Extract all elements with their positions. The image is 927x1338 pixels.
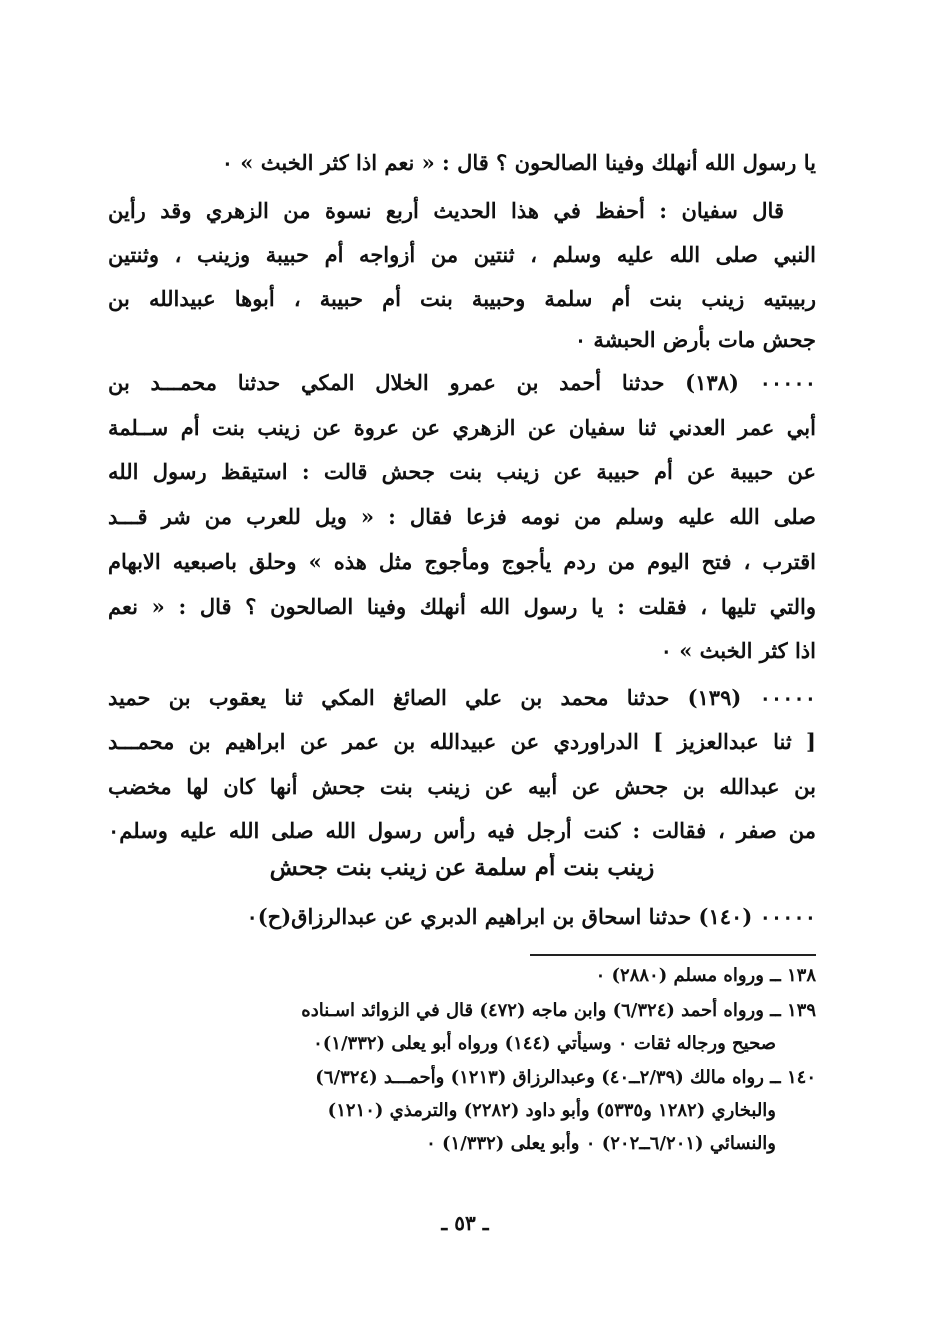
footnote-divider (530, 954, 816, 956)
footnote-line: ١٣٩ ــ ورواه أحمد (٦/٣٢٤) وابن ماجه (٤٧٢) قال في الزوائد اسـناده (301, 1000, 816, 1021)
footnote-line: ١٤٠ ــ رواه مالك (٢/٣٩ــ٤٠) وعبدالرزاق (١٢١٣) وأحمـــد (٦/٣٢٤) (315, 1067, 816, 1088)
footnote-line: والبخاري (١٢٨٢ و٥٣٣٥) وأبو داود (٢٢٨٢) والترمذي (١٢١٠) (327, 1100, 776, 1121)
text-line: بن عبدالله بن جحش عن أبيه عن زينب بنت جحش أنها كان لها مخضب (108, 774, 816, 799)
text-line: ربيبتيه زينب بنت أم سلمة وحبيبة بنت أم حبيبة ، أبوها عبيدالله بن (108, 286, 816, 311)
text-line: صلى الله عليه وسلم من نومه فزعا فقال : « ويل للعرب من شر قـــد (108, 504, 816, 529)
text-line: والتي تليها ، فقلت : يا رسول الله أنهلك وفينا الصالحون ؟ قال : « نعم (108, 594, 816, 619)
text-line: من صفر ، فقالت : كنت أرجل فيه رأس رسول الله صلى الله عليه وسلم٠ (108, 818, 816, 843)
footnote-line: ١٣٨ ــ ورواه مسلم (٢٨٨٠) ٠ (595, 965, 816, 986)
text-line: يا رسول الله أنهلك وفينا الصالحون ؟ قال : « نعم اذا كثر الخبث » ٠ (221, 150, 816, 175)
page-number: ـ ٥٣ ـ (441, 1211, 489, 1235)
text-line: قال سفيان : أحفظ في هذا الحديث أربع نسوة من الزهري وقد رأين (108, 198, 784, 223)
footnote-line: والنسائي (٦/٢٠١ــ٢٠٢) ٠ وأبو يعلى (١/٣٣٢) ٠ (426, 1133, 776, 1154)
text-line: جحش مات بأرض الحبشة ٠ (574, 327, 816, 352)
text-line: عن حبيبة عن أم حبيبة عن زينب بنت جحش قالت : استيقظ رسول الله (108, 459, 816, 484)
text-line: [ ثنا عبدالعزيز ] الدراوردي عن عبيدالله بن عمر عن ابراهيم بن محمـــد (108, 729, 816, 754)
text-line: ٠٠٠٠٠ (١٣٨) حدثنا أحمد بن عمرو الخلال المكي حدثنا محمـــد بن (108, 370, 816, 395)
text-line: ٠٠٠٠٠ (١٣٩) حدثنا محمد بن علي الصائغ المكي ثنا يعقوب بن حميد (108, 685, 816, 710)
text-line: أبي عمر العدني ثنا سفيان عن الزهري عن عروة عن زينب بنت أم ســلمة (108, 415, 816, 440)
section-heading: زينب بنت أم سلمة عن زينب بنت جحش (269, 854, 655, 881)
footnote-line: صحيح ورجاله ثقات ٠ وسيأتي (١٤٤) ورواه أبو يعلى (١/٣٣٢)٠ (313, 1033, 776, 1054)
text-line: اذا كثر الخبث » ٠ (660, 638, 816, 663)
text-line: النبي صلى الله عليه وسلم ، ثنتين من أزواجه أم حبيبة وزينب ، وثنتين (108, 242, 816, 267)
text-line: اقترب ، فتح اليوم من ردم يأجوج ومأجوج مثل هذه » وحلق باصبعيه الابهام (108, 549, 816, 574)
text-line: ٠٠٠٠٠ (١٤٠) حدثنا اسحاق بن ابراهيم الدبري عن عبدالرزاق(ح)٠ (246, 904, 816, 929)
